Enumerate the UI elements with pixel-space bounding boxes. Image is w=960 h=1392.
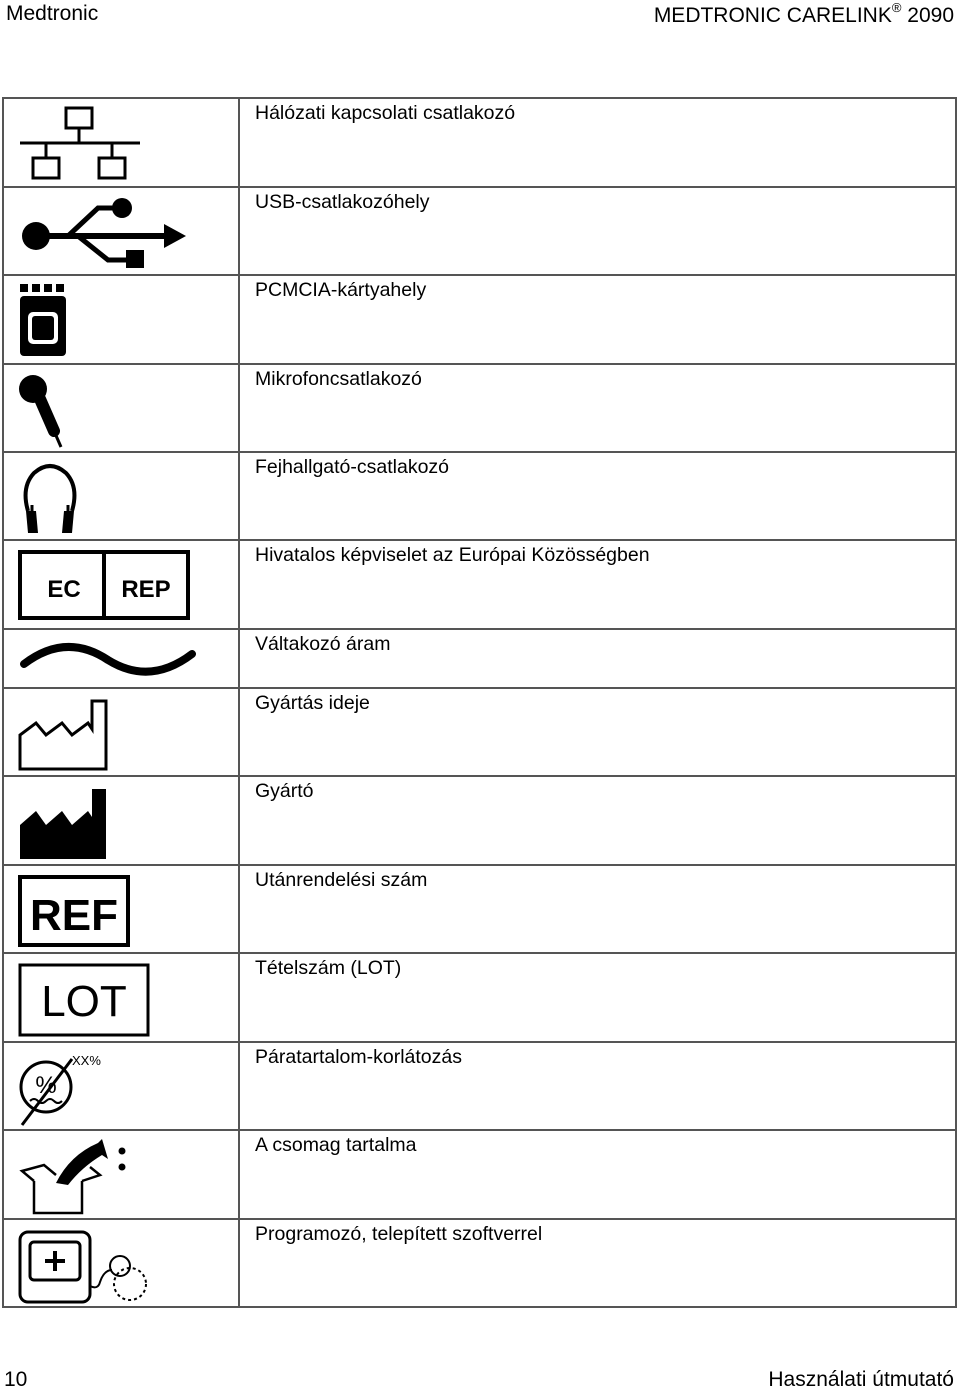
package-contents-icon (16, 1137, 136, 1219)
alternating-current-icon (16, 636, 206, 686)
table-row (3, 1130, 956, 1219)
humidity-limit-icon (16, 1049, 126, 1131)
table-row (3, 865, 956, 953)
percent-sign: % (35, 1072, 57, 1099)
symbol-label: PCMCIA-kártyahely (239, 275, 956, 364)
symbol-label: Gyártás ideje (239, 688, 956, 776)
symbol-label: Programozó, telepített szoftverrel (239, 1219, 956, 1307)
table-row (3, 364, 956, 452)
table-row (3, 452, 956, 540)
table-row (3, 1042, 956, 1130)
ec-label: EC (47, 576, 81, 603)
programmer-icon (16, 1226, 156, 1306)
symbol-label: Hivatalos képviselet az Európai Közösségben (239, 540, 956, 629)
table-row (3, 688, 956, 776)
manufacturer-icon (16, 783, 116, 863)
footer-title: Használati útmutató (768, 1368, 954, 1391)
ec-rep-icon (16, 547, 196, 627)
ref-icon (16, 872, 136, 952)
table-row (3, 187, 956, 275)
lot-icon (16, 960, 156, 1040)
ref-label: REF (30, 891, 118, 940)
table-row (3, 776, 956, 865)
microphone-icon (16, 371, 86, 453)
symbol-label: A csomag tartalma (239, 1130, 956, 1219)
table-row (3, 629, 956, 688)
table-row (3, 275, 956, 364)
symbol-label: USB-csatlakozóhely (239, 187, 956, 275)
network-icon (16, 105, 146, 185)
symbol-label: Tételszám (LOT) (239, 953, 956, 1042)
humidity-value: XX% (72, 1053, 101, 1068)
symbol-label: Utánrendelési szám (239, 865, 956, 953)
symbol-table (2, 97, 957, 1308)
table-row (3, 98, 956, 187)
table-row (3, 953, 956, 1042)
header-brand: Medtronic (6, 2, 99, 25)
pcmcia-card-icon (16, 282, 76, 362)
page-number: 10 (4, 1368, 28, 1391)
symbol-label: Váltakozó áram (239, 629, 956, 688)
symbol-label: Fejhallgató-csatlakozó (239, 452, 956, 540)
header-product: MEDTRONIC CARELINK® 2090 (653, 0, 954, 27)
usb-icon (16, 194, 196, 274)
symbol-label: Hálózati kapcsolati csatlakozó (239, 98, 956, 187)
table-row (3, 1219, 956, 1307)
symbol-label: Páratartalom-korlátozás (239, 1042, 956, 1130)
symbol-label: Mikrofoncsatlakozó (239, 364, 956, 452)
headphones-icon (16, 459, 86, 541)
date-of-manufacture-icon (16, 695, 116, 775)
rep-label: REP (121, 576, 171, 603)
table-row (3, 540, 956, 629)
symbol-label: Gyártó (239, 776, 956, 865)
lot-label: LOT (41, 977, 127, 1026)
